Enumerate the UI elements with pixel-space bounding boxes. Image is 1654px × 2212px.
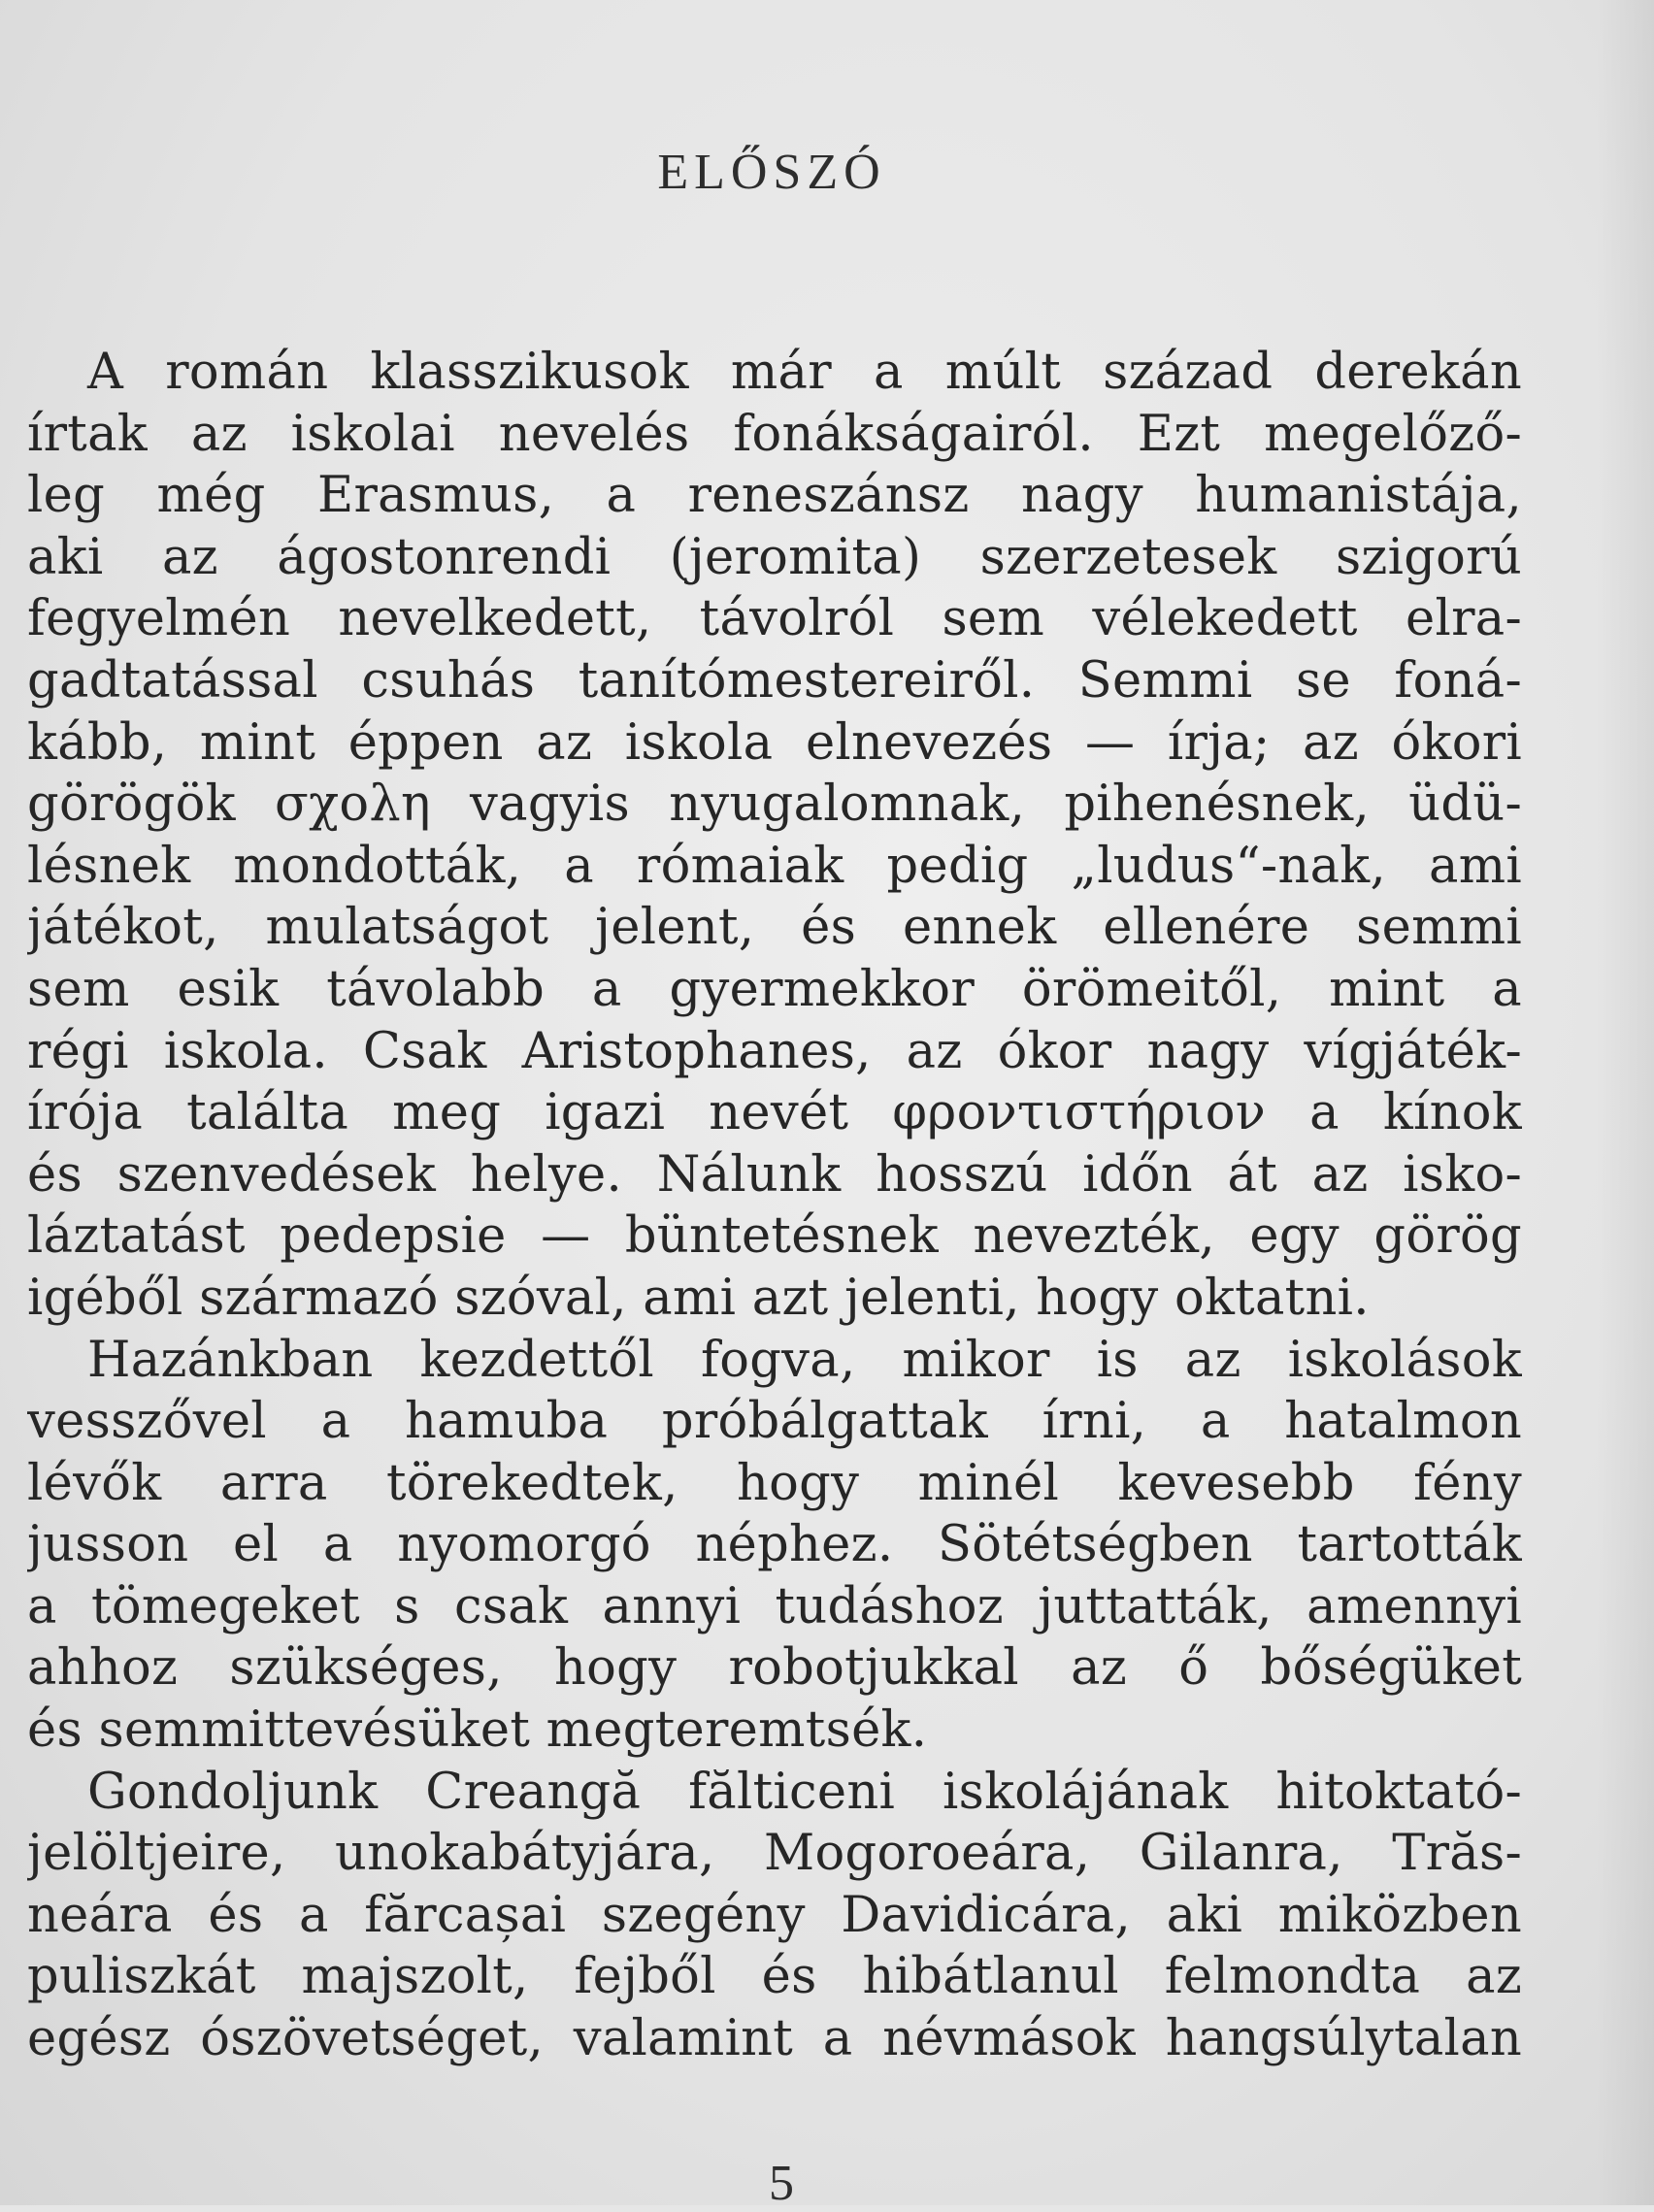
text-line: és szenvedések helye. Nálunk hosszú időn át az isko- <box>27 1145 1522 1204</box>
page-title: ELŐSZÓ <box>657 145 886 200</box>
text-line: puliszkát majszolt, fejből és hibátlanul felmondta az <box>27 1948 1522 2006</box>
text-line: neára és a fărcașai szegény Davidicára, aki miközben <box>27 1886 1522 1944</box>
text-line: lésnek mondották, a rómaiak pedig „ludus“-nak, ami <box>27 837 1522 895</box>
text-line: és semmittevésüket megteremtsék. <box>27 1701 928 1760</box>
text-line: gadtatással csuhás tanítómestereiről. Semmi se foná- <box>27 651 1522 710</box>
text-line: A román klasszikusok már a múlt század derekán <box>87 344 1522 401</box>
text-line: régi iskola. Csak Aristophanes, az ókor nagy vígjáték- <box>27 1022 1522 1080</box>
text-line: sem esik távolabb a gyermekkor örömeitől, mint a <box>27 960 1522 1018</box>
body-text <box>27 342 1522 2070</box>
text-line: ahhoz szükséges, hogy robotjukkal az ő bőségüket <box>27 1639 1522 1698</box>
text-line: jelöltjeire, unokabátyjára, Mogoroeára, Gilanra, Trăs- <box>27 1825 1522 1883</box>
text-line: görögök σχολη vagyis nyugalomnak, pihenésnek, üdü- <box>27 776 1522 834</box>
text-line: láztatást pedepsie — büntetésnek nevezték, egy görög <box>27 1207 1522 1266</box>
text-line: igéből származó szóval, ami azt jelenti, hogy oktatni. <box>27 1269 1370 1327</box>
text-line: fegyelmén nevelkedett, távolról sem vélekedett elra- <box>27 590 1522 648</box>
page-edge-shadow <box>1596 0 1654 2205</box>
text-line: kább, mint éppen az iskola elnevezés — írja; az ókori <box>27 713 1522 772</box>
text-line: jusson el a nyomorgó néphez. Sötétségben tartották <box>27 1516 1522 1574</box>
text-line: vesszővel a hamuba próbálgattak írni, a hatalmon <box>27 1393 1522 1451</box>
text-line: lévők arra törekedtek, hogy minél kevesebb fény <box>27 1454 1522 1512</box>
text-line: Gondoljunk Creangă fălticeni iskolájának hitoktató- <box>87 1763 1522 1821</box>
text-line: leg még Erasmus, a reneszánsz nagy humanistája, <box>27 467 1522 525</box>
text-line: aki az ágostonrendi (jeromita) szerzetesek szigorú <box>27 528 1522 586</box>
page-number: 5 <box>769 2156 794 2211</box>
text-line: Hazánkban kezdettől fogva, mikor is az iskolások <box>87 1331 1522 1389</box>
text-line: játékot, mulatságot jelent, és ennek ellenére semmi <box>27 899 1522 957</box>
text-line: a tömegeket s csak annyi tudáshoz juttatták, amennyi <box>27 1577 1522 1635</box>
text-line: írtak az iskolai nevelés fonákságairól. Ezt megelőző- <box>27 405 1522 463</box>
text-line: írója találta meg igazi nevét φροντιστήριον a kínok <box>27 1084 1522 1142</box>
text-line: egész ószövetséget, valamint a névmások hangsúlytalan <box>27 2010 1522 2068</box>
